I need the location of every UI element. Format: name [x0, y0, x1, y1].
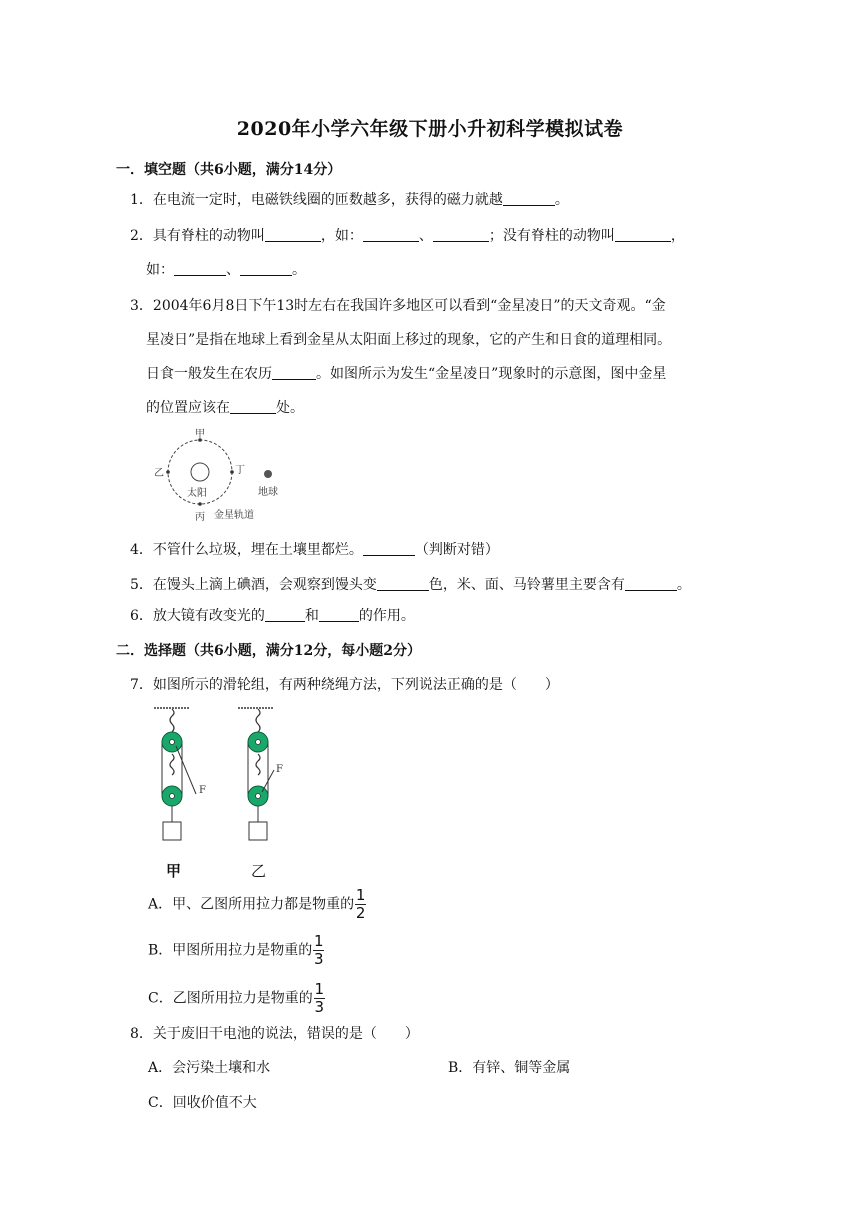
- earth-circle: [264, 470, 272, 478]
- section-2-heading: 二．选择题（共6小题，满分12分，每小题2分）: [116, 643, 421, 659]
- pulley-axle: [170, 794, 175, 799]
- q6-text: 的作用。: [358, 608, 415, 624]
- q4-text: 4．不管什么垃圾，埋在土壤里都烂。: [130, 542, 363, 558]
- q1-tail: 。: [554, 192, 569, 208]
- load-box-left: [163, 822, 181, 840]
- answer-blank[interactable]: [319, 607, 359, 622]
- q7-option-c[interactable]: [148, 982, 325, 1015]
- option-text: B．甲图所用拉力是物重的: [148, 942, 313, 959]
- q5-text: 5．在馒头上滴上碘酒，会观察到馒头变: [130, 577, 377, 593]
- answer-blank[interactable]: [503, 191, 555, 206]
- answer-blank[interactable]: [615, 227, 671, 242]
- q8-option-b[interactable]: B．有锌、铜等金属: [448, 1060, 571, 1076]
- label-bottom: 丙: [195, 512, 205, 523]
- option-text: A．甲、乙图所用拉力都是物重的: [148, 896, 355, 913]
- question-3: 3．2004年6月8日下午13时左右在我国许多地区可以看到“金星凌日”的天文奇观。“金: [130, 298, 666, 314]
- answer-blank[interactable]: [363, 541, 415, 556]
- q3-text: 的位置应该在: [146, 400, 230, 416]
- hook-right-mid: [256, 754, 260, 775]
- answer-blank[interactable]: [363, 227, 419, 242]
- question-2: [130, 226, 685, 246]
- q7-option-a[interactable]: [148, 888, 366, 921]
- sun-circle: [191, 463, 209, 481]
- sun-label: 太阳: [187, 488, 207, 499]
- q1-text: 1．在电流一定时，电磁铁线圈的匝数越多，获得的磁力就越: [130, 192, 503, 208]
- q6-text: 6．放大镜有改变光的: [130, 608, 265, 624]
- page-title: 2020年小学六年级下册小升初科学模拟试卷: [236, 118, 624, 140]
- answer-blank[interactable]: [433, 227, 489, 242]
- hook-left-mid: [170, 754, 174, 775]
- position-dot-left: [166, 470, 170, 474]
- answer-blank[interactable]: [265, 227, 321, 242]
- pulley-drawing: [150, 702, 300, 852]
- q6-text: 和: [304, 608, 319, 624]
- question-8: 8．关于废旧干电池的说法，错误的是（ ）: [130, 1026, 419, 1042]
- fraction: [314, 982, 325, 1015]
- answer-blank[interactable]: [174, 261, 226, 276]
- position-dot-bottom: [198, 502, 202, 506]
- q3-text: 处。: [276, 400, 304, 416]
- q2-text: ；没有脊柱的动物叫: [488, 228, 615, 244]
- q2-text: ，如：: [320, 228, 363, 244]
- answer-blank[interactable]: [230, 399, 276, 414]
- q8-option-c[interactable]: C．回收价值不大: [148, 1095, 257, 1111]
- q2-text: ，: [670, 228, 685, 244]
- question-3-line3: [146, 364, 666, 384]
- answer-blank[interactable]: [272, 365, 316, 380]
- answer-blank[interactable]: [265, 607, 305, 622]
- fraction: [355, 888, 366, 921]
- denominator: 2: [355, 904, 366, 922]
- label-top: 甲: [195, 429, 205, 440]
- question-3-line2: 星凌日”是指在地球上看到金星从太阳面上移过的现象，它的产生和日食的道理相同。: [146, 332, 672, 348]
- numerator: 1: [355, 886, 366, 904]
- answer-blank[interactable]: [625, 576, 677, 591]
- pulley-system-left: [154, 708, 196, 840]
- venus-transit-diagram: [146, 426, 286, 524]
- numerator: 1: [314, 980, 324, 998]
- q5-text: 。: [676, 577, 691, 593]
- numerator: 1: [314, 932, 324, 950]
- q3-text: 日食一般发生在农历: [146, 366, 272, 382]
- hook-left-top: [170, 709, 174, 732]
- pulley-axle: [256, 740, 261, 745]
- question-6: [130, 606, 415, 626]
- question-7: 7．如图所示的滑轮组，有两种绕绳方法，下列说法正确的是（ ）: [130, 677, 559, 693]
- load-box-right: [249, 822, 267, 840]
- force-label-right: F: [276, 764, 283, 775]
- position-dot-right: [230, 470, 234, 474]
- q2-text: 。: [292, 262, 306, 278]
- q3-text: 。如图所示为发生“金星凌日”现象时的示意图，图中金星: [316, 366, 667, 382]
- denominator: 3: [314, 950, 324, 968]
- pulley-diagram: [150, 702, 300, 882]
- question-5: [130, 575, 691, 595]
- q2-text: 、: [226, 262, 240, 278]
- pulley-axle: [256, 794, 261, 799]
- q7-option-b[interactable]: [148, 934, 324, 967]
- force-label-left: F: [199, 785, 206, 796]
- question-3-line4: [146, 398, 304, 418]
- q2-text: 2．具有脊柱的动物叫: [130, 228, 265, 244]
- label-right: 丁: [235, 465, 245, 476]
- denominator: 3: [314, 998, 324, 1016]
- label-left: 乙: [154, 468, 164, 479]
- fraction: [313, 934, 324, 967]
- section-1-heading: 一．填空题（共6小题，满分14分）: [116, 162, 342, 178]
- orbit-label: 金星轨道: [214, 510, 254, 521]
- q8-option-a[interactable]: A．会污染土壤和水: [148, 1060, 271, 1076]
- q4-text: （判断对错）: [414, 542, 499, 558]
- answer-blank[interactable]: [377, 576, 429, 591]
- question-1: [130, 190, 569, 210]
- answer-blank[interactable]: [240, 261, 292, 276]
- figure-label-right: 乙: [251, 862, 267, 880]
- question-2-cont: [146, 260, 306, 280]
- option-text: C．乙图所用拉力是物重的: [148, 990, 313, 1007]
- q2-text: 、: [418, 228, 433, 244]
- pulley-axle: [170, 740, 175, 745]
- q2-text: 如：: [146, 262, 174, 278]
- figure-label-left: 甲: [166, 862, 182, 880]
- question-4: [130, 540, 499, 560]
- pulley-system-right: [238, 708, 274, 840]
- hook-right-top: [256, 709, 260, 732]
- q5-text: 色，米、面、马铃薯里主要含有: [428, 577, 625, 593]
- earth-label: 地球: [258, 487, 278, 498]
- pull-rope-left: [176, 746, 196, 794]
